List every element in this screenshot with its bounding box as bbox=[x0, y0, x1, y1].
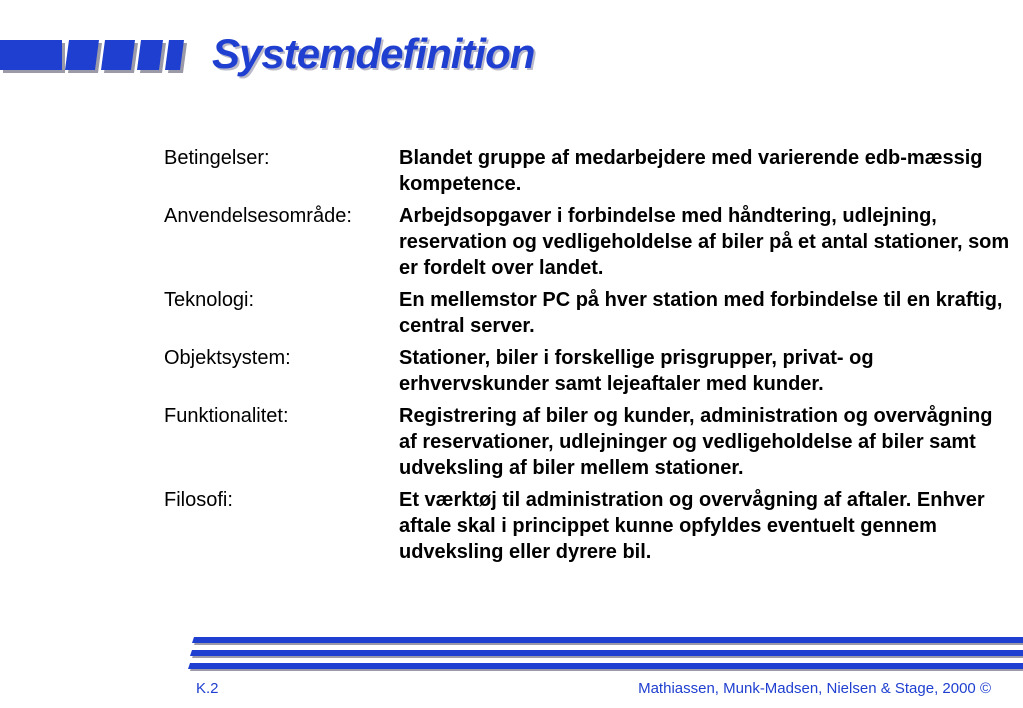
definition-row bbox=[164, 145, 1014, 197]
definition-term: Funktionalitet: bbox=[164, 405, 289, 427]
definition-list bbox=[164, 145, 1014, 571]
definition-row bbox=[164, 287, 1014, 339]
definition-description: Registrering af biler og kunder, administration og overvågning af reservationer, udlejninger og vedligeholdelse af biler samt udveksling af biler mellem stationer. bbox=[399, 405, 993, 479]
definition-term: Filosofi: bbox=[164, 489, 233, 511]
definition-row bbox=[164, 403, 1014, 481]
definition-term: Betingelser: bbox=[164, 147, 270, 169]
definition-description: En mellemstor PC på hver station med forbindelse til en kraftig, central server. bbox=[399, 289, 1003, 337]
definition-description: Stationer, biler i forskellige prisgrupper, privat- og erhvervskunder samt lejeaftaler med kunder. bbox=[399, 347, 874, 395]
definition-description: Et værktøj til administration og overvågning af aftaler. Enhver aftale skal i princippet kunne opfyldes eventuelt gennem udveksling eller dyrere bil. bbox=[399, 489, 985, 563]
definition-row bbox=[164, 487, 1014, 565]
definition-description: Arbejdsopgaver i forbindelse med håndtering, udlejning, reservation og vedligeholdelse af biler på et antal stationer, som er fordelt over landet. bbox=[399, 205, 1010, 279]
definition-term: Teknologi: bbox=[164, 289, 255, 311]
definition-row bbox=[164, 203, 1014, 281]
definition-description: Blandet gruppe af medarbejdere med varierende edb-mæssig kompetence. bbox=[399, 147, 983, 195]
logo-bars bbox=[0, 40, 190, 74]
footer-credits: Mathiassen, Munk-Madsen, Nielsen & Stage, 2000 © bbox=[638, 680, 991, 697]
definition-term: Anvendelsesområde: bbox=[164, 205, 352, 227]
definition-row bbox=[164, 345, 1014, 397]
page-title: Systemdefinition bbox=[212, 30, 535, 77]
definition-term: Objektsystem: bbox=[164, 347, 291, 369]
slide-number: K.2 bbox=[196, 680, 219, 697]
footer-divider-lines bbox=[188, 635, 1023, 671]
